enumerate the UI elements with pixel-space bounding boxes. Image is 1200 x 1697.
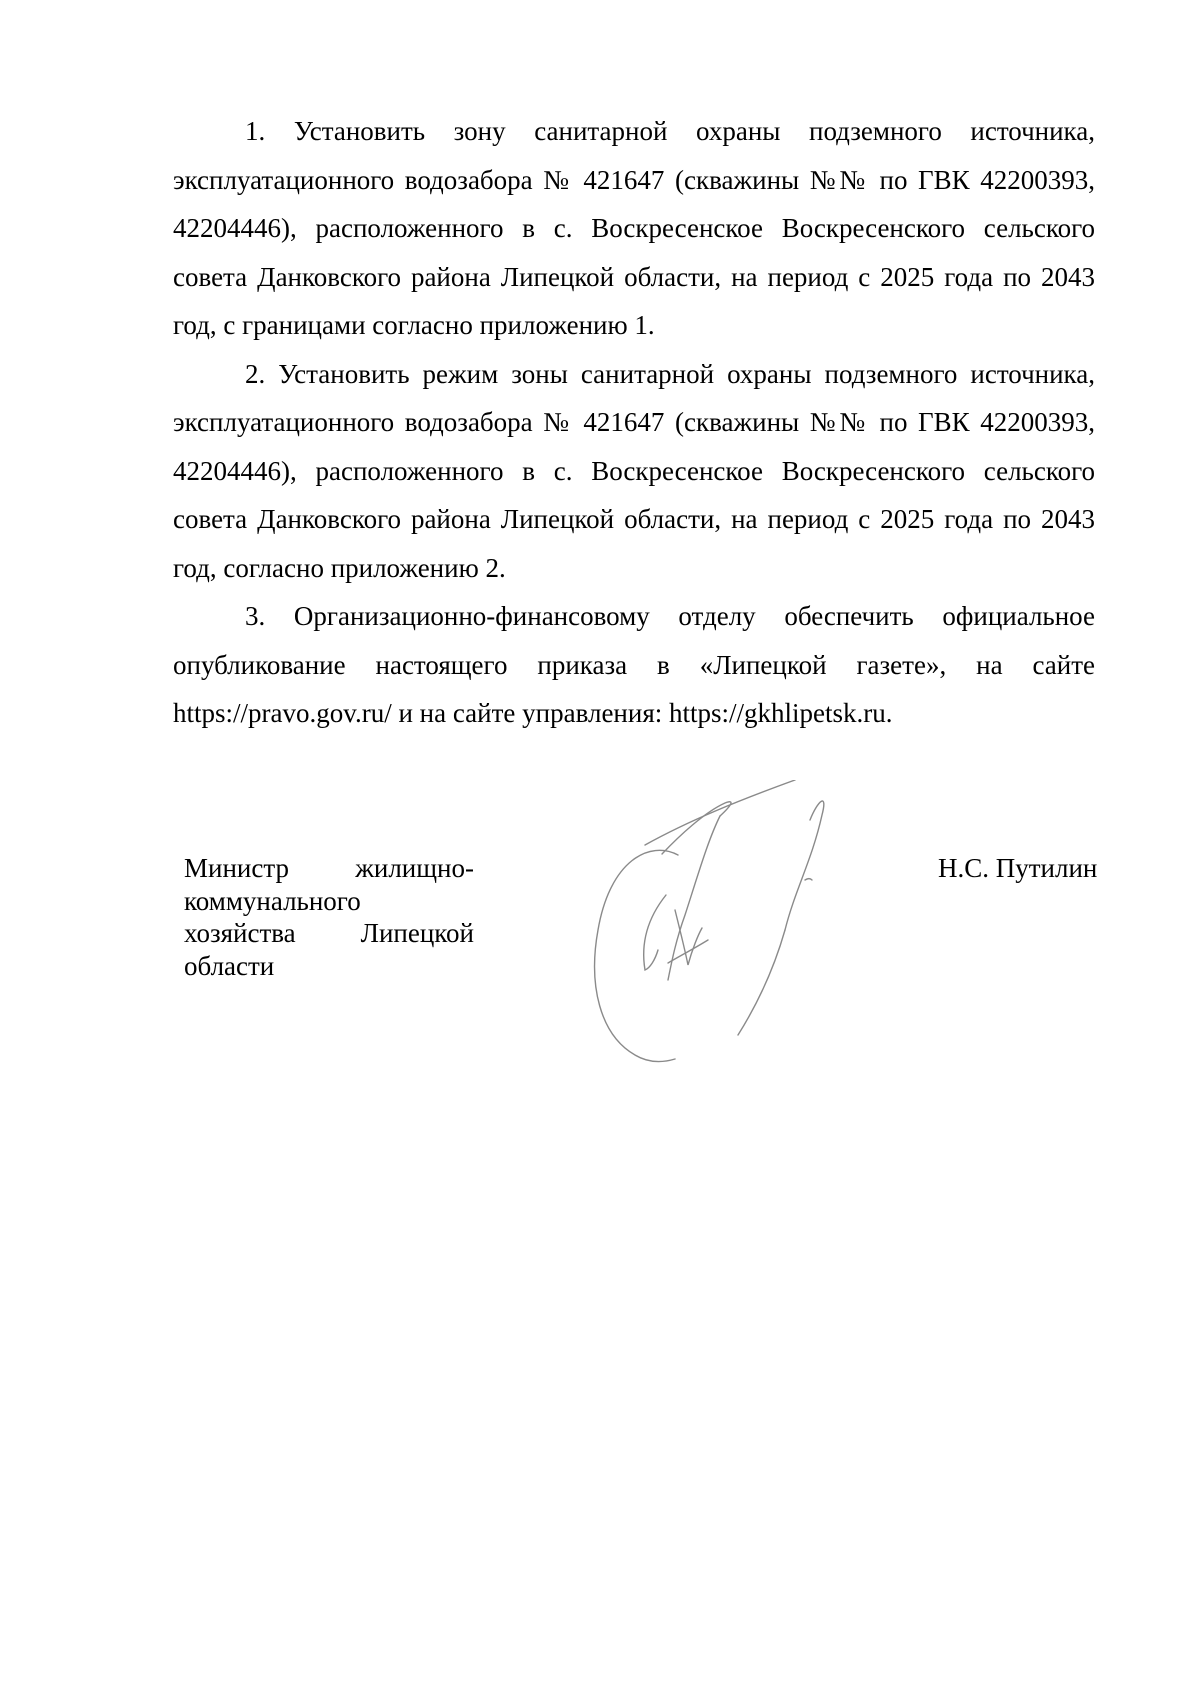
paragraph-number: 2. [245, 358, 266, 389]
paragraph-text: Установить зону санитарной охраны подземного источника, эксплуатационного водозабора № 421647 (скважины №№ по ГВК 42200393, 42204446), расположенного в с. Воскресенское Воскресенского сельского совета Данковского района Липецкой области, на период с 2025 года по 2043 год, с границами согласно приложению 1. [173, 116, 1096, 340]
document-body [173, 107, 1095, 738]
paragraph-text: Установить режим зоны санитарной охраны подземного источника, эксплуатационного водозабора № 421647 (скважины №№ по ГВК 42200393, 42204446), расположенного в с. Воскресенское Воскресенского сельского совета Данковского района Липецкой области, на период с 2025 года по 2043 год, согласно приложению 2. [173, 358, 1095, 583]
paragraph-1 [173, 107, 1095, 350]
paragraph-3 [173, 592, 1095, 738]
paragraph-text: Организационно-финансовому отделу обеспечить официальное опубликование настоящего приказа в «Липецкой газете», на сайте https://pravo.gov.ru/ и на сайте управления: https://gkhlipetsk.ru. [173, 601, 1095, 728]
paragraph-number: 1. [245, 116, 266, 146]
signatory-name: Н.С. Путилин [938, 853, 1098, 883]
signatory-position: Министр жилищно-коммунального хозяйства Липецкой области [184, 853, 474, 981]
paragraph-number: 3. [245, 601, 266, 631]
paragraph-2 [173, 350, 1095, 593]
handwritten-signature [580, 780, 880, 1080]
